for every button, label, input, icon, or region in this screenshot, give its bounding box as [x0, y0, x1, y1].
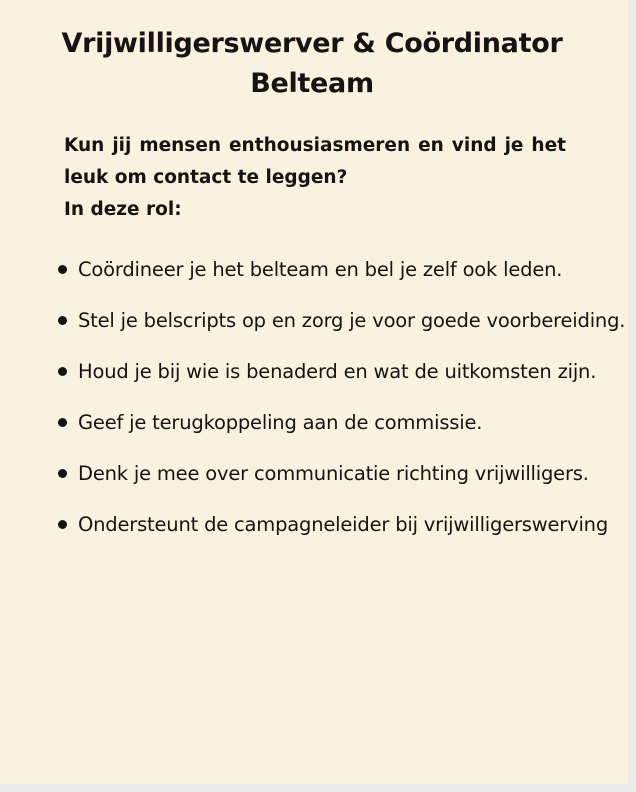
bullet-icon: [58, 316, 67, 325]
bullet-icon: [58, 469, 67, 478]
bullet-icon: [58, 265, 67, 274]
list-item-text: Coördineer je het belteam en bel je zelf ook leden.: [78, 258, 563, 281]
bullet-icon: [58, 520, 67, 529]
list-item-text: Stel je belscripts op en zorg je voor goede voorbereiding.: [78, 309, 626, 332]
list-item-text: Ondersteunt de campagneleider bij vrijwilligerswerving: [78, 513, 609, 536]
intro-role-label: In deze rol:: [64, 199, 182, 220]
intro-question: Kun jij mensen enthousiasmeren en vind je het leuk om contact te leggen?: [64, 135, 566, 188]
list-item: [56, 295, 626, 346]
list-item: [56, 499, 626, 550]
page-title: Vrijwilligerswerver & Coördinator Belteam: [61, 28, 563, 99]
list-item: [56, 244, 626, 295]
list-item-text: Geef je terugkoppeling aan de commissie.: [78, 411, 483, 434]
list-item-text: Houd je bij wie is benaderd en wat de uitkomsten zijn.: [78, 360, 597, 383]
list-item: [56, 448, 626, 499]
bullet-icon: [58, 418, 67, 427]
list-item: [56, 346, 626, 397]
list-item: [56, 397, 626, 448]
bullet-icon: [58, 367, 67, 376]
intro-block: [64, 130, 566, 226]
list-item-text: Denk je mee over communicatie richting vrijwilligers.: [78, 462, 589, 485]
task-list: [56, 244, 626, 550]
